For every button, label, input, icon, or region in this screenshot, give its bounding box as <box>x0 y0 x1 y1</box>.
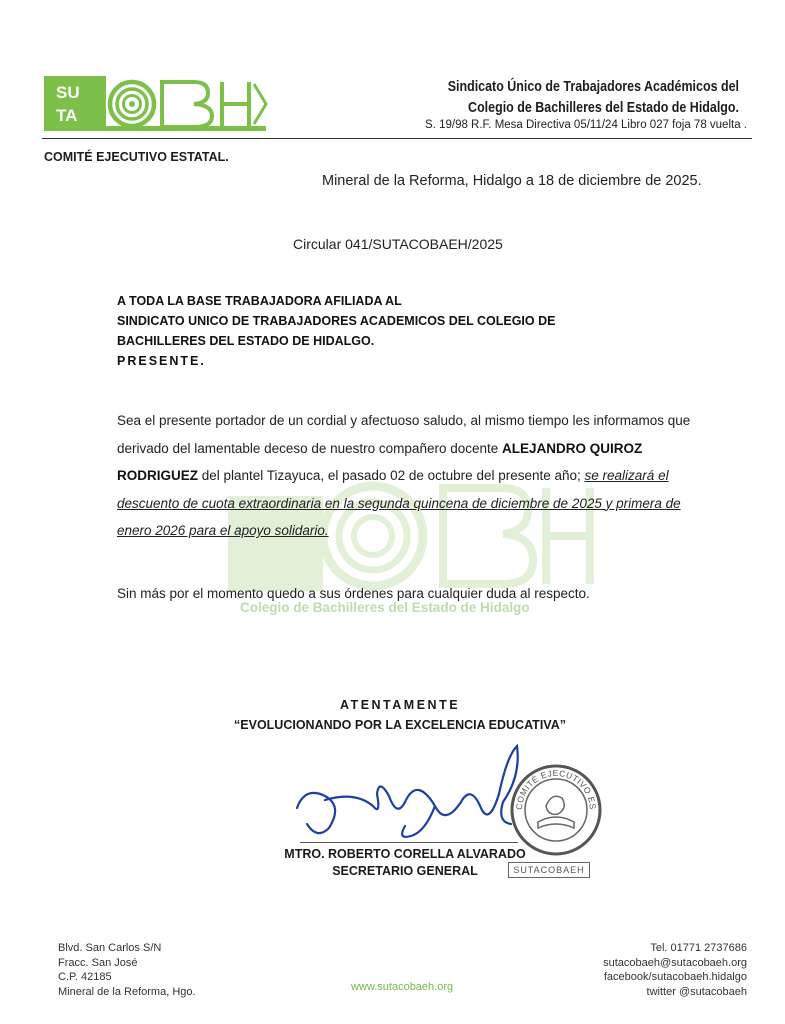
signer-block <box>270 846 540 880</box>
header-divider <box>42 138 752 139</box>
signer-name: MTRO. ROBERTO CORELLA ALVARADO <box>284 847 526 861</box>
deceased-name: ALEJANDRO QUIROZ RODRIGUEZ <box>117 440 643 483</box>
contact-phone: Tel. 01771 2737686 <box>650 942 747 954</box>
addressee-line: A TODA LA BASE TRABAJADORA AFILIADA AL <box>117 294 402 308</box>
svg-text:COMITÉ EJECUTIVO ESTATAL <box>508 762 598 810</box>
atentamente: ATENTAMENTE <box>339 698 461 712</box>
footer-website-link[interactable]: www.sutacobaeh.org <box>351 981 454 993</box>
suta-cobh-logo <box>44 76 269 131</box>
signature-line <box>300 842 518 843</box>
official-stamp <box>508 762 604 858</box>
body-paragraph-announcement <box>117 407 695 545</box>
committee-title: COMITÉ EJECUTIVO ESTATAL. <box>44 150 229 164</box>
address-line: C.P. 42185 <box>58 971 112 983</box>
presente-line: PRESENTE. <box>117 354 206 368</box>
p1-intro: Sea el presente portador de un cordial y afectuoso saludo, al mismo tiempo les informamos que derivado del lamentable deceso de nuestro compañero docente <box>117 413 691 456</box>
circular-number: Circular 041/SUTACOBAEH/2025 <box>293 236 503 252</box>
contact-facebook[interactable]: facebook/sutacobaeh.hidalgo <box>603 971 747 983</box>
body-paragraph-closing: Sin más por el momento quedo a sus órdenes para cualquier duda al respecto. <box>117 586 590 601</box>
addressee-block <box>117 291 597 371</box>
addressee-line: BACHILLERES DEL ESTADO DE HIDALGO. <box>117 334 375 348</box>
org-name-line2: Colegio de Bachilleres del Estado de Hidalgo. <box>468 100 739 116</box>
handwritten-signature <box>285 736 535 846</box>
footer-contact <box>603 941 747 999</box>
watermark-caption: Colegio de Bachilleres del Estado de Hidalgo <box>240 600 530 615</box>
closing-block <box>220 698 580 732</box>
logo-ta-text: TA <box>56 106 78 125</box>
addressee-line: SINDICATO UNICO DE TRABAJADORES ACADEMICOS DEL COLEGIO DE <box>117 314 556 328</box>
address-line: Blvd. San Carlos S/N <box>58 942 162 954</box>
address-line: Mineral de la Reforma, Hgo. <box>58 985 196 998</box>
place-and-date: Mineral de la Reforma, Hidalgo a 18 de diciembre de 2025. <box>322 173 702 189</box>
motto: “EVOLUCIONANDO POR LA EXCELENCIA EDUCATIVA” <box>234 718 566 732</box>
stamp-ring-text: COMITÉ EJECUTIVO ES <box>513 767 599 811</box>
stamp-label: SUTACOBAEH <box>508 862 590 878</box>
org-name-line1: Sindicato Único de Trabajadores Académicos del <box>447 79 739 95</box>
contact-email[interactable]: sutacobaeh@sutacobaeh.org <box>603 956 747 969</box>
p1-middle: del plantel Tizayuca, el pasado 02 de octubre del presente año; <box>198 468 585 483</box>
deduction-notice: se realizará el descuento de cuota extraordinaria en la segunda quincena de diciembre de 2025 y primera de enero 2026 para el apoyo solidario. <box>117 468 681 538</box>
signer-title: SECRETARIO GENERAL <box>332 864 478 878</box>
address-line: Fracc. San José <box>58 956 138 969</box>
footer-address <box>58 941 196 999</box>
registration-info: S. 19/98 R.F. Mesa Directiva 05/11/24 Libro 027 foja 78 vuelta . <box>425 119 747 131</box>
contact-twitter[interactable]: twitter @sutacobaeh <box>646 985 747 998</box>
logo-su-text: SU <box>56 83 80 102</box>
organization-name <box>447 77 739 119</box>
